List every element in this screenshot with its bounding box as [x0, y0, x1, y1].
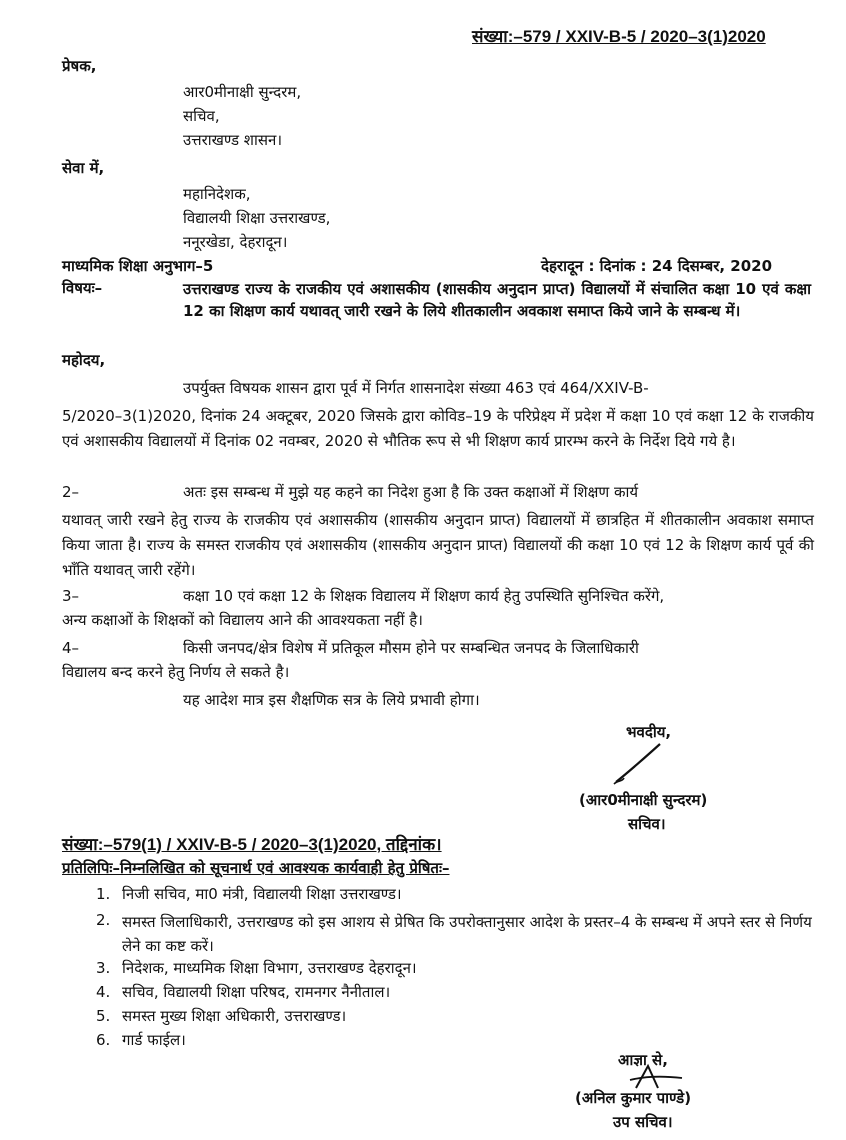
para3-number: 3–	[62, 587, 80, 605]
para4-first-line: किसी जनपद/क्षेत्र विशेष में प्रतिकूल मौसम होने पर सम्बन्धित जनपद के जिलाधिकारी	[183, 639, 639, 657]
list-item-number: 1.	[96, 885, 111, 903]
sender-office: उत्तराखण्ड शासन।	[183, 131, 283, 149]
copy-reference-number: संख्या:–579(1) / XXIV-B-5 / 2020–3(1)2020, तद्दिनांक।	[62, 835, 442, 854]
para3-body: अन्य कक्षाओं के शिक्षकों को विद्यालय आने की आवश्यकता नहीं है।	[62, 611, 423, 629]
list-item-number: 6.	[96, 1031, 111, 1049]
salutation: महोदय,	[62, 351, 106, 369]
sender-designation: सचिव,	[183, 107, 220, 125]
list-item-text: सचिव, विद्यालयी शिक्षा परिषद, रामनगर नैनीताल।	[122, 983, 391, 1001]
list-item-number: 3.	[96, 959, 111, 977]
copy-heading: प्रतिलिपिः–निम्नलिखित को सूचनार्थ एवं आवश्यक कार्यवाही हेतु प्रेषितः–	[62, 859, 450, 877]
recipient-label: सेवा में,	[62, 159, 105, 177]
para4-body: विद्यालय बन्द करने हेतु निर्णय ले सकते है।	[62, 663, 290, 681]
signatory-name-1: (आर0मीनाक्षी सुन्दरम)	[579, 791, 708, 809]
para4-number: 4–	[62, 639, 80, 657]
recipient-address: ननूरखेडा, देहरादून।	[183, 233, 288, 251]
list-item-text: निदेशक, माध्यमिक शिक्षा विभाग, उत्तराखण्ड देहरादून।	[122, 959, 417, 977]
recipient-title: महानिदेशक,	[183, 185, 251, 203]
list-item-text: गार्ड फाईल।	[122, 1031, 186, 1049]
list-item-text: समस्त जिलाधिकारी, उत्तराखण्ड को इस आशय से प्रेषित कि उपरोक्तानुसार आदेश के प्रस्तर–4 के सम्बन्ध में अपने स्तर से निर्णय लेने का कष्ट करें।	[122, 913, 812, 955]
para2-first-line: अतः इस सम्बन्ध में मुझे यह कहने का निदेश हुआ है कि उक्त कक्षाओं में शिक्षण कार्य	[183, 483, 639, 501]
reference-number: संख्या:–579 / XXIV-B-5 / 2020–3(1)2020	[472, 27, 766, 46]
list-item-number: 4.	[96, 983, 111, 1001]
para3-first-line: कक्षा 10 एवं कक्षा 12 के शिक्षक विद्यालय में शिक्षण कार्य हेतु उपस्थिति सुनिश्चित करेंगे,	[183, 587, 665, 605]
sender-name: आर0मीनाक्षी सुन्दरम,	[183, 83, 302, 101]
list-item	[96, 910, 816, 956]
signatory-name-2: (अनिल कुमार पाण्डे)	[575, 1089, 692, 1107]
closing-line: यह आदेश मात्र इस शैक्षणिक सत्र के लिये प्रभावी होगा।	[183, 691, 480, 709]
sender-label: प्रेषक,	[62, 57, 97, 75]
para2-number: 2–	[62, 483, 80, 501]
list-item-number: 2.	[96, 911, 111, 929]
list-item	[96, 1030, 816, 1052]
signatory-designation-2: उप सचिव।	[613, 1113, 673, 1131]
para1-first-line: उपर्युक्त विषयक शासन द्वारा पूर्व में निर्गत शासनादेश संख्या 463 एवं 464/XXIV-B-	[183, 379, 649, 397]
para2-body: यथावत् जारी रखने हेतु राज्य के राजकीय एवं अशासकीय (शासकीय अनुदान प्राप्त) विद्यालयों में छात्रहित में शीतकालीन अवकाश समाप्त किया जाता है। राज्य के समस्त राजकीय एवं अशासकीय (शासकीय अनुदान प्राप्त) विद्यालयों की कक्षा 10 एवं 12 के शिक्षण कार्य पूर्व की भाँति यथावत् जारी रहेंगे।	[62, 511, 814, 579]
list-item	[96, 982, 816, 1004]
place-date: देहरादून : दिनांक : 24 दिसम्बर, 2020	[541, 257, 773, 275]
order-line: आज्ञा से,	[618, 1051, 668, 1069]
list-item-text: निजी सचिव, मा0 मंत्री, विद्यालयी शिक्षा उत्तराखण्ड।	[122, 885, 402, 903]
list-item	[96, 1006, 816, 1028]
list-item	[96, 958, 816, 980]
signature-mark-1	[612, 738, 672, 788]
list-item	[96, 884, 816, 906]
section-name: माध्यमिक शिक्षा अनुभाग–5	[62, 257, 214, 275]
para1-body: 5/2020–3(1)2020, दिनांक 24 अक्टूबर, 2020 जिसके द्वारा कोविड–19 के परिप्रेक्ष्य में प्रदेश में कक्षा 10 एवं कक्षा 12 के राजकीय एवं अशासकीय विद्यालयों में दिनांक 02 नवम्बर, 2020 से भौतिक रूप से भी शिक्षण कार्य प्रारम्भ करने के निर्देश दिये गये है।	[62, 407, 814, 450]
valediction: भवदीय,	[626, 723, 672, 741]
signatory-designation-1: सचिव।	[628, 815, 666, 833]
list-item-number: 5.	[96, 1007, 111, 1025]
subject-text: उत्तराखण्ड राज्य के राजकीय एवं अशासकीय (शासकीय अनुदान प्राप्त) विद्यालयों में संचालित कक्षा 10 एवं कक्षा 12 का शिक्षण कार्य यथावत् जारी रखने के लिये शीतकालीन अवकाश समाप्त किये जाने के सम्बन्ध में।	[183, 280, 811, 320]
subject-label: विषयः–	[62, 279, 103, 297]
list-item-text: समस्त मुख्य शिक्षा अधिकारी, उत्तराखण्ड।	[122, 1007, 347, 1025]
recipient-dept: विद्यालयी शिक्षा उत्तराखण्ड,	[183, 209, 331, 227]
